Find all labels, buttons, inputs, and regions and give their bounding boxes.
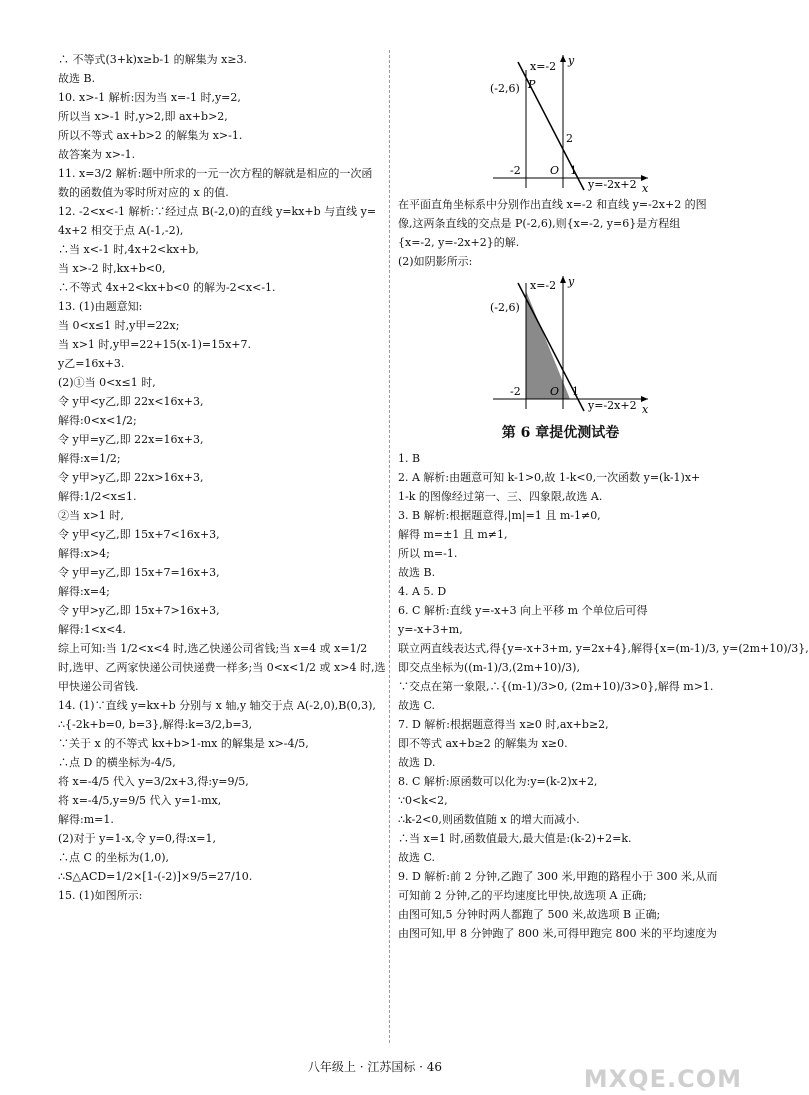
text-line: 解得:m=1. [58, 813, 114, 826]
label-y: y [568, 54, 575, 67]
text-line: 当 x>-2 时,kx+b<0, [58, 262, 166, 275]
y-arrow [560, 55, 566, 62]
text-line: 令 y甲=y乙,即 22x=16x+3, [58, 433, 204, 446]
text-line: 令 y甲>y乙,即 22x>16x+3, [58, 471, 204, 484]
text-line: ∵0<k<2, [398, 794, 448, 807]
label-vline: x=-2 [530, 60, 557, 73]
text-line: ∵交点在第一象限,∴{(m-1)/3>0, (2m+10)/3>0},解得 m>1. [398, 680, 714, 693]
right-top-text [398, 195, 723, 271]
text-line: 2. A 解析:由题意可知 k-1>0,故 1-k<0,一次函数 y=(k-1)x+ [398, 471, 701, 484]
text-line: 11. x=3/2 解析:题中所求的一元一次方程的解就是相应的一次函 [58, 167, 373, 180]
text-line: 1. B [398, 452, 421, 465]
text-line: 由图可知,甲 8 分钟跑了 800 米,可得甲跑完 800 米的平均速度为 [398, 927, 717, 940]
text-line: 令 y甲<y乙,即 22x<16x+3, [58, 395, 204, 408]
label-2: 2 [566, 132, 573, 145]
text-line: 故答案为 x>-1. [58, 148, 136, 161]
label-vline-2: x=-2 [530, 279, 557, 292]
label-y-2: y [568, 275, 575, 288]
graph-lines [398, 50, 723, 195]
x-arrow [641, 175, 648, 181]
text-line: ∴{-2k+b=0, b=3},解得:k=3/2,b=3, [58, 718, 253, 731]
text-line: 将 x=-4/5,y=9/5 代入 y=1-mx, [58, 794, 222, 807]
figure-2 [398, 271, 723, 416]
label-1-2: 1 [572, 385, 579, 398]
text-line: 令 y甲>y乙,即 15x+7>16x+3, [58, 604, 220, 617]
label-P: P [528, 78, 536, 91]
label-x: x [642, 182, 649, 195]
text-line: 联立两直线表达式,得{y=-x+3+m, y=2x+4},解得{x=(m-1)/3, y=(2m+10)/3}, [398, 642, 809, 655]
right-bottom-text [398, 449, 809, 943]
text-line: (2)①当 0<x≤1 时, [58, 376, 156, 389]
text-line: 解得:1<x<4. [58, 623, 126, 636]
label-1: 1 [570, 164, 577, 177]
column-divider [389, 50, 390, 1043]
text-line: 故选 D. [398, 756, 436, 769]
text-line: 故选 B. [398, 566, 436, 579]
text-line: y=-x+3+m, [398, 623, 463, 636]
text-line: ∴k-2<0,则函数值随 x 的增大而减小. [398, 813, 580, 826]
text-line: 甲快递公司省钱. [58, 680, 139, 693]
text-line: 将 x=-4/5 代入 y=3/2x+3,得:y=9/5, [58, 775, 249, 788]
text-line: 可知前 2 分钟,乙的平均速度比甲快,故选项 A 正确; [398, 889, 647, 902]
text-line: (2)如阴影所示: [398, 255, 473, 268]
label-line: y=-2x+2 [588, 178, 637, 191]
text-line: 故选 C. [398, 851, 436, 864]
section-title: 第 6 章提优测试卷 [501, 425, 620, 441]
text-line: ∴不等式 4x+2<kx+b<0 的解为-2<x<-1. [58, 281, 276, 294]
figure-1 [398, 50, 723, 195]
text-line: 7. D 解析:根据题意得当 x≥0 时,ax+b≥2, [398, 718, 609, 731]
text-line: ∴当 x<-1 时,4x+2<kx+b, [58, 243, 199, 256]
text-line: 令 y甲<y乙,即 15x+7<16x+3, [58, 528, 220, 541]
right-column [398, 50, 809, 943]
text-line: 令 y甲=y乙,即 15x+7=16x+3, [58, 566, 220, 579]
watermark: MXQE.COM [583, 1065, 742, 1093]
text-line: (2)对于 y=1-x,令 y=0,得:x=1, [58, 832, 216, 845]
label-neg2-2: -2 [510, 385, 521, 398]
text-line: 解得:x=1/2; [58, 452, 121, 465]
label-origin: O [550, 164, 560, 177]
text-line: 解得:1/2<x≤1. [58, 490, 137, 503]
y-arrow-2 [560, 276, 566, 283]
text-line: 8. C 解析:原函数可以化为:y=(k-2)x+2, [398, 775, 598, 788]
text-line: 解得:0<x<1/2; [58, 414, 137, 427]
text-line: 10. x>-1 解析:因为当 x=-1 时,y=2, [58, 91, 241, 104]
text-line: 解得 m=±1 且 m≠1, [398, 528, 508, 541]
text-line: y乙=16x+3. [58, 357, 125, 370]
text-line: 12. -2<x<-1 解析:∵经过点 B(-2,0)的直线 y=kx+b 与直线 y= [58, 205, 377, 218]
text-line: ∴S△ACD=1/2×[1-(-2)]×9/5=27/10. [58, 870, 253, 883]
text-line: 在平面直角坐标系中分别作出直线 x=-2 和直线 y=-2x+2 的图 [398, 198, 707, 211]
text-line: 综上可知:当 1/2<x<4 时,选乙快递公司省钱;当 x=4 或 x=1/2 [58, 642, 368, 655]
text-line: 1-k 的图像经过第一、三、四象限,故选 A. [398, 490, 603, 503]
text-line: 解得:x>4; [58, 547, 110, 560]
text-line: 14. (1)∵直线 y=kx+b 分别与 x 轴,y 轴交于点 A(-2,0),B(0,3), [58, 699, 376, 712]
text-line: 即交点坐标为((m-1)/3,(2m+10)/3), [398, 661, 580, 674]
text-line: 解得:x=4; [58, 585, 110, 598]
text-line: 所以 m=-1. [398, 547, 458, 560]
label-neg2: -2 [510, 164, 521, 177]
text-line: 所以不等式 ax+b>2 的解集为 x>-1. [58, 129, 243, 142]
text-line: ∴点 C 的坐标为(1,0), [58, 851, 169, 864]
text-line: 当 x>1 时,y甲=22+15(x-1)=15x+7. [58, 338, 251, 351]
text-line: 由图可知,5 分钟时两人都跑了 500 米,故选项 B 正确; [398, 908, 661, 921]
text-line: 像,这两条直线的交点是 P(-2,6),则{x=-2, y=6}是方程组 [398, 217, 681, 230]
label-point-2: (-2,6) [490, 301, 520, 314]
label-origin-2: O [550, 385, 560, 398]
text-line: 4. A 5. D [398, 585, 447, 598]
text-line: 当 0<x≤1 时,y甲=22x; [58, 319, 180, 332]
text-line: 所以当 x>-1 时,y>2,即 ax+b>2, [58, 110, 228, 123]
text-line: 15. (1)如图所示: [58, 889, 143, 902]
label-line-2: y=-2x+2 [588, 399, 637, 412]
page-footer: 八年级上 · 江苏国标 · 46 [307, 1060, 443, 1074]
label-point: (-2,6) [490, 82, 520, 95]
text-line: ②当 x>1 时, [58, 509, 124, 522]
text-line: 即不等式 ax+b≥2 的解集为 x≥0. [398, 737, 568, 750]
text-line: 4x+2 相交于点 A(-1,-2), [58, 224, 184, 237]
text-line: 6. C 解析:直线 y=-x+3 向上平移 m 个单位后可得 [398, 604, 648, 617]
text-line: 数的函数值为零时所对应的 x 的值. [58, 186, 229, 199]
text-line: 9. D 解析:前 2 分钟,乙跑了 300 米,甲跑的路程小于 300 米,从而 [398, 870, 718, 883]
text-line: ∵关于 x 的不等式 kx+b>1-mx 的解集是 x>-4/5, [58, 737, 309, 750]
text-line: ∴点 D 的横坐标为-4/5, [58, 756, 176, 769]
x-arrow-2 [641, 396, 648, 402]
text-line: 故选 C. [398, 699, 436, 712]
text-line: {x=-2, y=-2x+2}的解. [398, 236, 520, 249]
graph-shaded [398, 271, 723, 416]
text-line: 时,选甲、乙两家快递公司快递费一样多;当 0<x<1/2 或 x>4 时,选 [58, 661, 386, 674]
label-x-2: x [642, 403, 649, 416]
text-line: ∴ 不等式(3+k)x≥b-1 的解集为 x≥3. [58, 53, 248, 66]
left-column [58, 50, 386, 905]
text-line: 13. (1)由题意知: [58, 300, 143, 313]
text-line: 故选 B. [58, 72, 96, 85]
text-line: 3. B 解析:根据题意得,|m|=1 且 m-1≠0, [398, 509, 601, 522]
text-line: ∴当 x=1 时,函数值最大,最大值是:(k-2)+2=k. [398, 832, 632, 845]
